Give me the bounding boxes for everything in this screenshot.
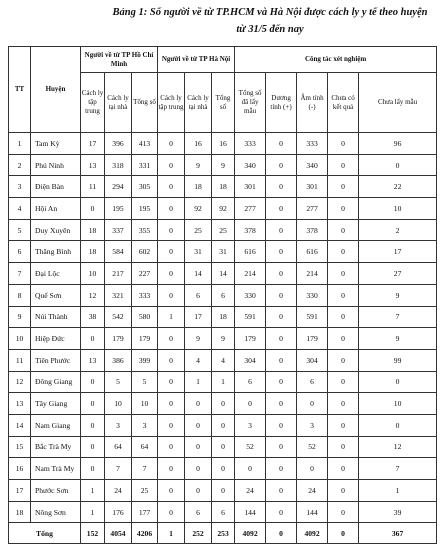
data-cell: 0	[158, 284, 185, 306]
data-cell: 179	[235, 328, 266, 350]
data-cell: 305	[132, 176, 158, 198]
data-cell: 0	[328, 480, 359, 502]
table-row	[9, 198, 437, 220]
data-cell: 0	[158, 263, 185, 285]
data-cell: 214	[297, 263, 328, 285]
data-cell: 301	[235, 176, 266, 198]
data-cell: 584	[105, 241, 132, 263]
data-cell: 1	[81, 501, 105, 523]
total-label: Tổng	[9, 523, 81, 544]
data-cell: 318	[105, 154, 132, 176]
district-name-cell: Núi Thành	[31, 306, 81, 328]
row-number-cell: 5	[9, 219, 31, 241]
data-cell: 0	[328, 306, 359, 328]
district-name-cell: Hiệp Đức	[31, 328, 81, 350]
data-cell: 1	[212, 371, 235, 393]
data-cell: 0	[266, 198, 297, 220]
data-cell: 0	[328, 349, 359, 371]
data-cell: 9	[359, 328, 437, 350]
district-name-cell: Điện Bàn	[31, 176, 81, 198]
data-cell: 0	[185, 393, 212, 415]
header-test-col: Chưa có kết quả	[328, 73, 359, 133]
data-cell: 9	[212, 328, 235, 350]
header-hn-col: Tổng số	[212, 73, 235, 133]
data-cell: 0	[81, 371, 105, 393]
data-cell: 0	[297, 458, 328, 480]
header-tt: TT	[9, 47, 31, 133]
data-cell: 52	[235, 436, 266, 458]
district-name-cell: Tiên Phước	[31, 349, 81, 371]
data-cell: 195	[132, 198, 158, 220]
data-cell: 542	[105, 306, 132, 328]
data-cell: 333	[297, 133, 328, 155]
data-cell: 0	[158, 480, 185, 502]
header-test-col: Tổng số đã lấy mẫu	[235, 73, 266, 133]
district-name-cell: Phước Sơn	[31, 480, 81, 502]
data-cell: 9	[359, 284, 437, 306]
table-row	[9, 393, 437, 415]
data-cell: 0	[158, 414, 185, 436]
data-cell: 0	[266, 284, 297, 306]
data-cell: 4	[212, 349, 235, 371]
data-cell: 3	[235, 414, 266, 436]
total-cell: 1	[158, 523, 185, 544]
data-cell: 580	[132, 306, 158, 328]
data-cell: 340	[297, 154, 328, 176]
data-cell: 0	[266, 349, 297, 371]
data-cell: 378	[235, 219, 266, 241]
data-cell: 0	[158, 133, 185, 155]
data-cell: 304	[297, 349, 328, 371]
data-cell: 27	[359, 263, 437, 285]
data-cell: 0	[81, 414, 105, 436]
district-name-cell: Hội An	[31, 198, 81, 220]
data-cell: 64	[105, 436, 132, 458]
row-number-cell: 12	[9, 371, 31, 393]
header-hn-group: Người về từ TP Hà Nội	[158, 47, 235, 73]
data-cell: 0	[266, 154, 297, 176]
data-cell: 24	[235, 480, 266, 502]
data-cell: 99	[359, 349, 437, 371]
data-cell: 591	[297, 306, 328, 328]
row-number-cell: 18	[9, 501, 31, 523]
data-cell: 10	[359, 198, 437, 220]
table-row	[9, 284, 437, 306]
table-row	[9, 219, 437, 241]
table-row	[9, 241, 437, 263]
row-number-cell: 8	[9, 284, 31, 306]
data-cell: 0	[328, 436, 359, 458]
data-cell: 616	[235, 241, 266, 263]
data-cell: 0	[266, 371, 297, 393]
table-row	[9, 328, 437, 350]
data-cell: 0	[328, 241, 359, 263]
data-cell: 1	[158, 306, 185, 328]
data-cell: 92	[185, 198, 212, 220]
data-cell: 3	[105, 414, 132, 436]
data-cell: 1	[81, 480, 105, 502]
data-cell: 38	[81, 306, 105, 328]
district-name-cell: Tam Kỳ	[31, 133, 81, 155]
data-cell: 18	[81, 219, 105, 241]
data-cell: 0	[359, 154, 437, 176]
data-cell: 6	[212, 284, 235, 306]
data-cell: 0	[266, 393, 297, 415]
data-cell: 7	[132, 458, 158, 480]
data-cell: 277	[235, 198, 266, 220]
district-name-cell: Duy Xuyên	[31, 219, 81, 241]
title-line-2: từ 31/5 đến nay	[236, 24, 304, 35]
data-cell: 0	[158, 154, 185, 176]
total-cell: 4206	[132, 523, 158, 544]
data-cell: 0	[158, 198, 185, 220]
data-cell: 0	[158, 501, 185, 523]
data-cell: 10	[132, 393, 158, 415]
data-cell: 396	[105, 133, 132, 155]
data-cell: 9	[185, 154, 212, 176]
data-cell: 0	[266, 219, 297, 241]
total-cell: 4092	[297, 523, 328, 544]
data-cell: 0	[212, 414, 235, 436]
row-number-cell: 9	[9, 306, 31, 328]
data-cell: 0	[158, 458, 185, 480]
data-cell: 0	[328, 284, 359, 306]
data-cell: 18	[185, 176, 212, 198]
data-cell: 0	[328, 263, 359, 285]
data-cell: 52	[297, 436, 328, 458]
data-cell: 0	[328, 371, 359, 393]
data-cell: 301	[297, 176, 328, 198]
data-cell: 0	[328, 133, 359, 155]
header-test-col: Dương tính (+)	[266, 73, 297, 133]
data-cell: 12	[359, 436, 437, 458]
data-cell: 0	[328, 154, 359, 176]
data-cell: 25	[185, 219, 212, 241]
header-test-group: Công tác xét nghiệm	[235, 47, 437, 73]
district-name-cell: Nông Sơn	[31, 501, 81, 523]
data-cell: 0	[235, 393, 266, 415]
data-cell: 179	[132, 328, 158, 350]
data-cell: 294	[105, 176, 132, 198]
data-cell: 6	[185, 501, 212, 523]
district-name-cell: Bắc Trà My	[31, 436, 81, 458]
district-name-cell: Thăng Bình	[31, 241, 81, 263]
data-cell: 378	[297, 219, 328, 241]
data-cell: 386	[105, 349, 132, 371]
data-cell: 39	[359, 501, 437, 523]
data-cell: 18	[212, 306, 235, 328]
row-number-cell: 2	[9, 154, 31, 176]
data-cell: 355	[132, 219, 158, 241]
data-cell: 6	[235, 371, 266, 393]
data-cell: 1	[359, 480, 437, 502]
row-number-cell: 17	[9, 480, 31, 502]
data-cell: 24	[105, 480, 132, 502]
data-cell: 0	[328, 176, 359, 198]
data-cell: 179	[297, 328, 328, 350]
data-cell: 179	[105, 328, 132, 350]
data-cell: 0	[158, 328, 185, 350]
data-cell: 3	[297, 414, 328, 436]
data-cell: 11	[81, 176, 105, 198]
table-row	[9, 176, 437, 198]
data-cell: 6	[185, 284, 212, 306]
district-name-cell: Phú Ninh	[31, 154, 81, 176]
row-number-cell: 15	[9, 436, 31, 458]
data-cell: 0	[328, 393, 359, 415]
data-cell: 18	[81, 241, 105, 263]
data-cell: 0	[158, 371, 185, 393]
data-cell: 17	[359, 241, 437, 263]
row-number-cell: 3	[9, 176, 31, 198]
data-cell: 7	[359, 306, 437, 328]
data-cell: 0	[328, 198, 359, 220]
data-cell: 591	[235, 306, 266, 328]
data-cell: 304	[235, 349, 266, 371]
data-cell: 0	[266, 133, 297, 155]
data-cell: 0	[81, 436, 105, 458]
data-cell: 0	[235, 458, 266, 480]
table-row	[9, 306, 437, 328]
data-cell: 0	[81, 458, 105, 480]
data-cell: 25	[132, 480, 158, 502]
data-cell: 13	[81, 349, 105, 371]
header-huyen: Huyện	[31, 47, 81, 133]
row-number-cell: 11	[9, 349, 31, 371]
table-row	[9, 436, 437, 458]
quarantine-table	[8, 46, 437, 544]
header-hn-col: Cách ly tập trung	[158, 73, 185, 133]
data-cell: 0	[212, 458, 235, 480]
data-cell: 17	[81, 133, 105, 155]
data-cell: 0	[81, 393, 105, 415]
data-cell: 0	[328, 414, 359, 436]
data-cell: 0	[185, 414, 212, 436]
data-cell: 0	[328, 458, 359, 480]
data-cell: 12	[81, 284, 105, 306]
data-cell: 176	[105, 501, 132, 523]
total-cell: 252	[185, 523, 212, 544]
data-cell: 144	[235, 501, 266, 523]
table-title	[100, 4, 440, 38]
row-number-cell: 13	[9, 393, 31, 415]
total-cell: 4054	[105, 523, 132, 544]
header-hcm-group: Người về từ TP Hồ Chí Minh	[81, 47, 158, 73]
data-cell: 2	[359, 219, 437, 241]
table-row	[9, 414, 437, 436]
data-cell: 0	[158, 393, 185, 415]
data-cell: 1	[185, 371, 212, 393]
data-cell: 5	[132, 371, 158, 393]
district-name-cell: Đông Giang	[31, 371, 81, 393]
data-cell: 340	[235, 154, 266, 176]
data-cell: 0	[328, 328, 359, 350]
data-cell: 330	[297, 284, 328, 306]
total-cell: 367	[359, 523, 437, 544]
data-cell: 0	[212, 480, 235, 502]
data-cell: 0	[158, 349, 185, 371]
data-cell: 333	[132, 284, 158, 306]
header-hcm-col: Cách ly tại nhà	[105, 73, 132, 133]
data-cell: 14	[212, 263, 235, 285]
district-name-cell: Đại Lộc	[31, 263, 81, 285]
total-cell: 0	[328, 523, 359, 544]
header-test-col: Chưa lấy mẫu	[359, 73, 437, 133]
data-cell: 10	[81, 263, 105, 285]
data-cell: 18	[212, 176, 235, 198]
data-cell: 330	[235, 284, 266, 306]
row-number-cell: 1	[9, 133, 31, 155]
total-cell: 152	[81, 523, 105, 544]
data-cell: 177	[132, 501, 158, 523]
data-cell: 0	[185, 436, 212, 458]
data-cell: 25	[212, 219, 235, 241]
data-cell: 6	[212, 501, 235, 523]
data-cell: 0	[266, 241, 297, 263]
data-cell: 0	[158, 176, 185, 198]
row-number-cell: 16	[9, 458, 31, 480]
data-cell: 195	[105, 198, 132, 220]
total-row	[9, 523, 437, 544]
data-cell: 0	[266, 458, 297, 480]
table-body	[9, 133, 437, 523]
data-cell: 616	[297, 241, 328, 263]
data-cell: 9	[212, 154, 235, 176]
data-cell: 0	[266, 176, 297, 198]
data-cell: 0	[297, 393, 328, 415]
data-cell: 331	[132, 154, 158, 176]
district-name-cell: Quế Sơn	[31, 284, 81, 306]
data-cell: 0	[359, 371, 437, 393]
data-cell: 0	[266, 328, 297, 350]
data-cell: 3	[132, 414, 158, 436]
table-row	[9, 501, 437, 523]
data-cell: 0	[185, 480, 212, 502]
data-cell: 9	[185, 328, 212, 350]
data-cell: 337	[105, 219, 132, 241]
district-name-cell: Nam Giang	[31, 414, 81, 436]
data-cell: 0	[266, 263, 297, 285]
data-cell: 4	[185, 349, 212, 371]
row-number-cell: 4	[9, 198, 31, 220]
data-cell: 0	[328, 501, 359, 523]
total-cell: 253	[212, 523, 235, 544]
table-row	[9, 263, 437, 285]
data-cell: 14	[185, 263, 212, 285]
data-cell: 0	[266, 501, 297, 523]
data-cell: 0	[266, 306, 297, 328]
data-cell: 7	[105, 458, 132, 480]
data-cell: 321	[105, 284, 132, 306]
data-cell: 0	[81, 328, 105, 350]
table-row	[9, 133, 437, 155]
data-cell: 5	[105, 371, 132, 393]
header-hcm-col: Cách ly tập trung	[81, 73, 105, 133]
header-test-col: Âm tính (-)	[297, 73, 328, 133]
data-cell: 17	[185, 306, 212, 328]
data-cell: 6	[297, 371, 328, 393]
total-cell: 0	[266, 523, 297, 544]
data-cell: 602	[132, 241, 158, 263]
data-cell: 227	[132, 263, 158, 285]
district-name-cell: Tây Giang	[31, 393, 81, 415]
data-cell: 13	[81, 154, 105, 176]
header-hn-col: Cách ly tại nhà	[185, 73, 212, 133]
data-cell: 0	[158, 219, 185, 241]
data-cell: 92	[212, 198, 235, 220]
data-cell: 399	[132, 349, 158, 371]
row-number-cell: 10	[9, 328, 31, 350]
data-cell: 96	[359, 133, 437, 155]
data-cell: 0	[328, 219, 359, 241]
row-number-cell: 7	[9, 263, 31, 285]
table-row	[9, 349, 437, 371]
table-row	[9, 154, 437, 176]
header-hcm-col: Tổng số	[132, 73, 158, 133]
data-cell: 214	[235, 263, 266, 285]
data-cell: 7	[359, 458, 437, 480]
data-cell: 16	[185, 133, 212, 155]
data-cell: 10	[105, 393, 132, 415]
data-cell: 0	[81, 198, 105, 220]
data-cell: 144	[297, 501, 328, 523]
data-cell: 31	[212, 241, 235, 263]
data-cell: 413	[132, 133, 158, 155]
data-cell: 64	[132, 436, 158, 458]
data-cell: 31	[185, 241, 212, 263]
data-cell: 10	[359, 393, 437, 415]
data-cell: 333	[235, 133, 266, 155]
data-cell: 0	[266, 414, 297, 436]
data-cell: 0	[185, 458, 212, 480]
table-row	[9, 458, 437, 480]
district-name-cell: Nam Trà My	[31, 458, 81, 480]
data-cell: 0	[158, 436, 185, 458]
data-cell: 16	[212, 133, 235, 155]
title-line-1: Bảng 1: Số người về từ TP.HCM và Hà Nội được cách ly y tế theo huyện	[112, 7, 428, 18]
data-cell: 0	[212, 436, 235, 458]
data-cell: 0	[158, 241, 185, 263]
data-cell: 22	[359, 176, 437, 198]
table-row	[9, 371, 437, 393]
row-number-cell: 14	[9, 414, 31, 436]
data-cell: 217	[105, 263, 132, 285]
row-number-cell: 6	[9, 241, 31, 263]
data-cell: 277	[297, 198, 328, 220]
data-cell: 0	[266, 480, 297, 502]
data-cell: 0	[359, 414, 437, 436]
data-cell: 0	[266, 436, 297, 458]
total-cell: 4092	[235, 523, 266, 544]
data-cell: 0	[212, 393, 235, 415]
table-row	[9, 480, 437, 502]
data-cell: 24	[297, 480, 328, 502]
